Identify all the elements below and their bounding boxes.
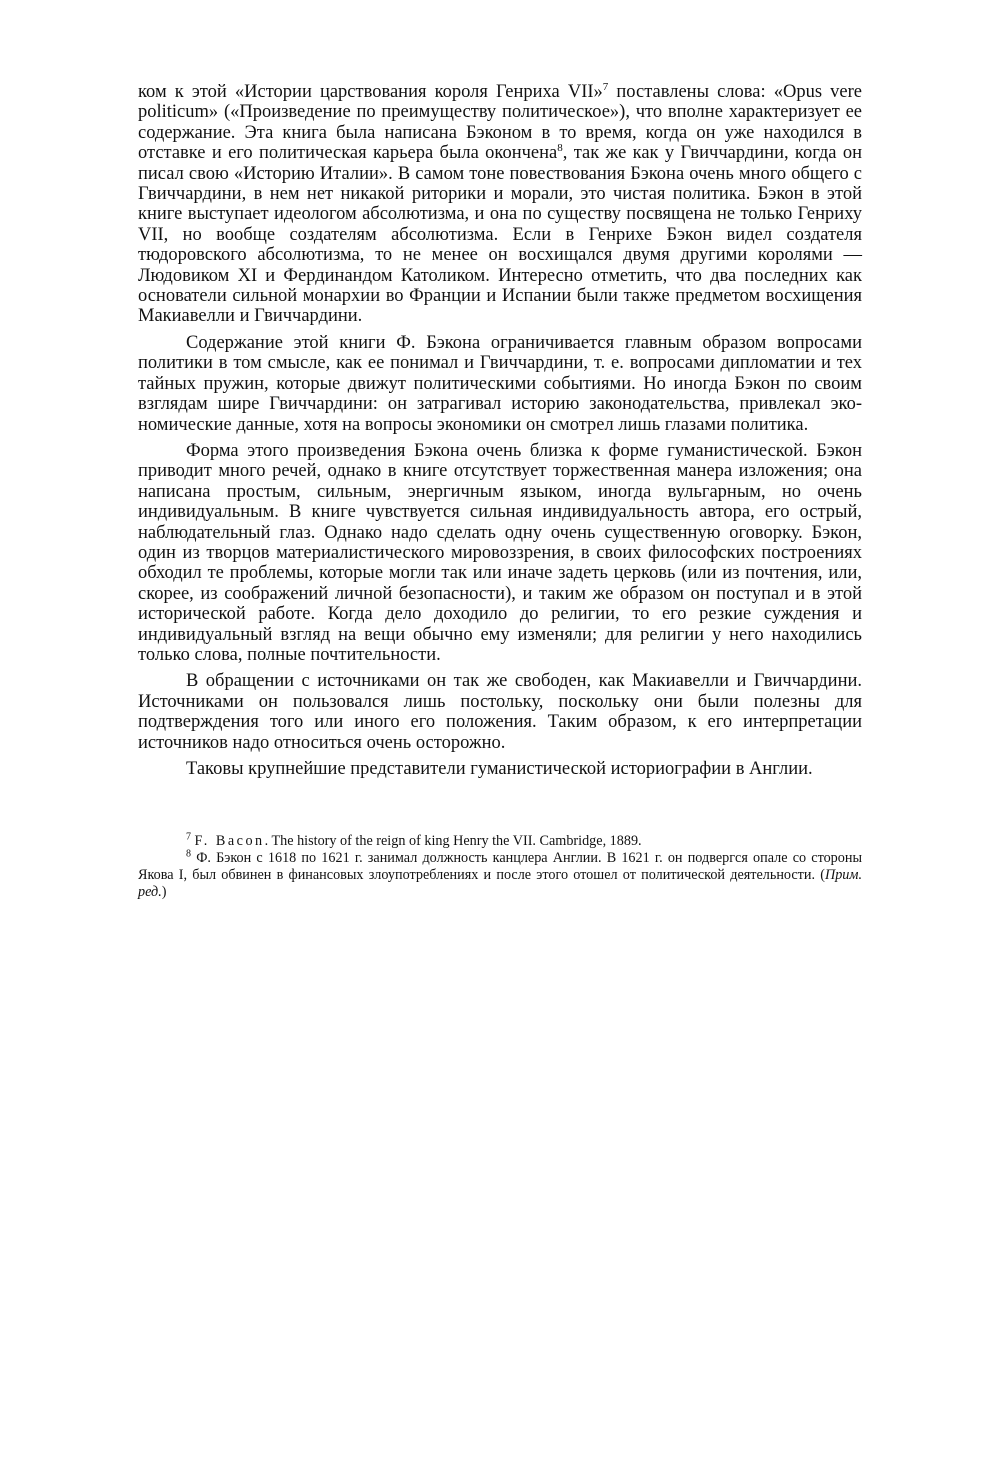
footnote [138,850,862,901]
text-run: ) [161,884,167,901]
author-name: F. Bacon [194,833,265,850]
paragraph [138,441,862,665]
footnote-reference: 7 [602,80,609,93]
text-run: В обращении с источниками он так же свободен, как Макиавелли и Гвиччардини. Источниками он пользовался лишь постольку, поскольку они были полезны для подтверждения того или иного его положения. Таким образом, к его интерпретации источников надо относиться очень осторожно. [138,671,862,753]
footnote-reference: 8 [557,142,563,155]
text-run: , так же как у Гвиччардини, когда он писал свою «Историю Италии». В самом тоне повествования Бэкона очень много общего с Гвиччардини, в нем нет никакой риторики и морали, это чистая политика. Бэкон в этой книге выступает идеологом абсолютизма, и она по существу посвящена не только Генриху VII, но вообще создателям абсолютизма. Если в Генрихе Бэкон видел создателя тюдоровского абсолютизма, то не менее он восхищался двумя другими королями — Людовиком XI и Фердинандом Католиком. Интересно отметить, что два последних как основатели сильной монархии во Франции и Испании были также предметом восхищения Макиавелли и Гвиччардини. [138,143,862,327]
paragraph [138,333,862,435]
footnote-marker: 7 [186,831,191,843]
body-text [138,82,862,779]
footnotes [138,833,862,901]
text-run: ком к этой «Истории царствования короля Генриха VII» [138,82,603,102]
italic-text: Прим. ред. [138,867,862,901]
text-run: поставлены слова: «Opus vere politicum» («Произведение по преимуществу политическое»), что вполне характеризует ее содержание. Эта книга была написана Бэконом в то время, когда он уже находился в отставке и его политическая карьера была окончена [138,82,862,164]
text-run: . The history of the reign of king Henry the VII. Cambridge, 1889. [264,833,642,850]
document-page [138,82,862,901]
paragraph [138,671,862,753]
footnote-marker: 8 [186,848,191,860]
footnote [138,833,862,850]
text-run: Содержание этой книги Ф. Бэкона ограничивается главным образом вопросами политики в том смысле, как ее понимал и Гвиччардини, т. е. вопросами дипломатии и тех тайных пружин, которые движут политическими событиями. Но иногда Бэкон по своим взглядам шире Гвиччардини: он затрагивал историю законодательства, привлекал экономические данные, хотя на вопросы экономики он смотрел лишь глазами политика. [138,332,862,435]
paragraph [138,82,862,327]
text-run: Таковы крупнейшие представители гуманистической историографии в Англии. [186,759,813,779]
text-run: Ф. Бэкон с 1618 по 1621 г. занимал должность канцлера Англии. В 1621 г. он подвергся опале со стороны Якова I, был обвинен в финансовых злоупотреблениях и после этого отошел от политической деятельности. ( [138,850,862,884]
paragraph [138,759,862,779]
text-run: Форма этого произведения Бэкона очень близка к форме гуманистической. Бэкон приводит много речей, однако в книге отсутствует торжественная манера изложения; она написана простым, сильным, энергичным языком, иногда вульгарным, но очень индивидуальным. В книге чувствуется сильная индивидуальность автора, его острый, наблюдательный глаз. Однако надо сделать одну очень существенную оговорку. Бэкон, один из творцов материалистического мировоззрения, в своих философских построениях обходил те проблемы, которые могли так или иначе задеть церковь (или из почтения, или, скорее, из соображений личной безопасности), и таким же образом он поступал и в этой исторической работе. Когда дело доходило до религии, то его резкие суждения и индивидуальный взгляд на вещи обычно ему изменяли; для религии у него находились только слова, полные почтительности. [138,440,862,665]
